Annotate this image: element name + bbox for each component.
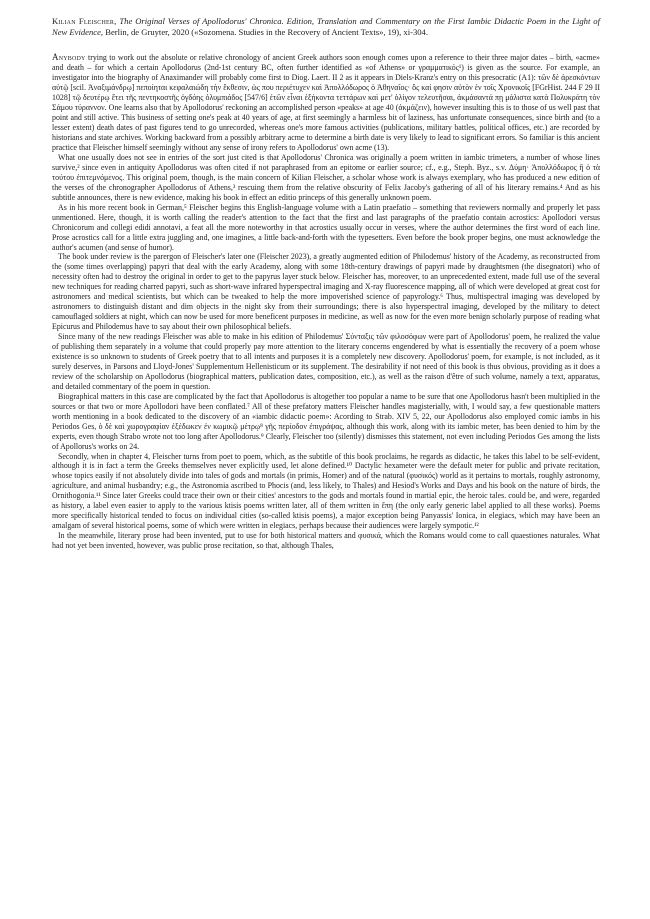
opening-word: Anybody [52,52,86,63]
paragraph-2: What one usually does not see in entries of the sort just cited is that Apollodorus' Chronica was originally a poem written in iambic trimeters, a number of whose lines survive,² since even in antiquity Apollodorus was often cited if not paraphrased from an epitome or earlier source; cf., e.g., Steph. Byz., s.v. Δύμη· Ἀπολλόδωρος ἢ ὁ τὰ τούτου ἐπιτεμνόμενος. This original poem, though, is the main concern of Kilian Fleischer, a scholar whose work is always exemplary, who has produced a new edition of the verses of the chronographer Apollodorus of Athens,³ rescuing them from the relative obscurity of Felix Jacoby's gathering of all of his literary remains.⁴ And as his subtitle announces, there is new evidence, making his book in effect an editio princeps of this generally unknown poem. [52,152,600,202]
review-header [52,16,600,38]
paragraph-7: Secondly, when in chapter 4, Fleischer turns from poet to poem, which, as the subtitle of this book proclaims, he regards as didactic, he takes this label to be self-evident, although it is in fact a term the Greeks themselves never explicitly used, let alone defined.¹⁰ Dactylic hexameter were the default meter for public and private recitation, whose topics easily if not absolutely divide into tales of gods and mortals (in primis, Homer) and of the natural (φυσικός) world as it pertains to mortals, roughly astronomy, agriculture, and animal husbandry; e.g., the Astronomia ascribed to Phocis (and, less likely, to Thales) and Hesiod's Works and Days and his book on the nature of birds, the Ornithogonia.¹¹ Since later Greeks could trace their own or their cities' ancestors to the gods and mortals found in martial epic, the heroic tales. could be, and were, regarded as history, a label even easier to apply to the various ktisis poems written later, all of them written in ἔπη (the only early generic label applied to all these works). Poems more specifically historical tended to focus on individual cities (so-called ktisis poems), a major exception being Panyassis' Ionica, in elegiacs, which may have been an amalgam of several historical poems, some of which were written in elegiacs, perhaps because their audiences were largely sympotic.¹² [52,451,600,531]
paragraph-1-text: trying to work out the absolute or relative chronology of ancient Greek authors soon enough comes upon a reference to their three major dates – birth, «acme» and death – for which a certain Apollodorus (2nd-1st century BC, often further identified as «of Athens» or γραμματικός¹) is given as the source. For example, an investigator into the biography of Anaximander will probably come first to Diog. Laert. II 2 as it appears in Diels-Kranz's entry on this presocratic (A1): τῶν δὲ ἀρεσκόντων αὐτῷ [scil. Ἀναξιμάνδρῳ] πεποίηται κεφαλαιώδη τὴν ἔκθεσιν, ὡς που περιέτυχεν καὶ Ἀπολλόδωρος ὁ Ἀθηναῖος· ὃς καί φησιν αὐτὸν ἐν τοῖς Χρονικοῖς [FGrHist. 244 F 29 II 1028] τῷ δευτέρῳ ἔτει τῆς πεντηκοστῆς ὀγδόης ὀλυμπιάδος [547/6] ἐτῶν εἶναι ἑξήκοντα τεττάρων καὶ μετ' ὀλίγον τελευτῆσαι, ἀκμάσαντά πῃ μάλιστα κατὰ Πολυκράτη τὸν Σάμου τύραννον. One learns also that by Apollodorus' reckoning an accomplished person «peaks» at age 40 (ἀκμάζειν), however insulting this is to those of us well past that point and still active. This business of setting one's peak at 40 years of age, at first seemingly a harmless bit of laziness, has unfortunate consequences, since birth and (to a lesser extent) death dates of past figures tend to go unrecorded, whereas one's more famous activities (publications, military battles, political offices, etc.) are recorded by historians and state archives. Working backward from a possibly arbitrary acme to determine a birth date is very likely to lead to significant errors. So familiar is this ancient practice that Fleischer himself seemingly without any sense of irony refers to Apollodorus' own acme (13). [52,53,600,152]
paragraph-6: Biographical matters in this case are complicated by the fact that Apollodorus is altogether too popular a name to be sure that one Apollodorus hasn't been multiplied in the sources or that two or more Apollodori have been conflated.⁷ All of these prefatory matters Fleischer handles magisterially, with, I would say, a few questionable matters worth mentioning in a book dedicated to the discovery of an «iambic didactic poem»: Acording to Strab. XIV 5, 22, our Apollodorus also employed comic iambs in his Periodos Ges, ὁ δὲ καὶ χωρογραφίαν ἐξέδωκεν ἐν κωμικῷ μέτρῳ⁸ γῆς περίοδον ἐπιγράψας, although this work, along with its iambic meter, has been denied to him by the experts, even though Strabo wrote not too long after Apollodorus.⁹ Clearly, Fleischer too (silently) dismisses this statement, not even including Periodos Ges among the lists of Apollorus's works on 24. [52,391,600,451]
paragraph-5: Since many of the new readings Fleischer was able to make in his edition of Philodemus' Σύνταξις τῶν φιλοσόφων were part of Apollodorus' poem, he realized the value of publishing them separately in a volume that could properly pay more attention to the literary concerns engendered by what is essentially the recovery of a poem whose existence is so unknown to students of Greek poetry that to all intents and purposes it is a completely new discovery. Apollodorus' poem, for example, is not included, as it surely deserves, in Parsons and Lloyd-Jones' Supplementum Hellenisticum or its supplement. The desirability if not need of this book is thus obvious, providing as it does a review of the scholarship on Apollodorus (biographical matters, publication dates, composition, etc.), as well as the raison d'être of such volume, namely a text, apparatus, and detailed commentary of the poem in question. [52,332,600,391]
paragraph-8: In the meanwhile, literary prose had been invented, put to use for both historical matters and φυσικά, which the Romans would come to call quaestiones naturales. What had not yet been invented, however, was public prose recitation, so that, although Thales, [52,531,600,551]
review-page [52,16,600,551]
review-body [52,53,600,551]
publication-details: Berlin, de Gruyter, 2020 («Sozomena. Studies in the Recovery of Ancient Texts», 19), xi-304. [105,27,429,38]
review-author: Kilian Fleischer, [52,16,117,26]
paragraph-3: As in his more recent book in German,⁵ Fleischer begins this English-language volume with a Latin praefatio – something that reviewers normally and properly let pass unmentioned. Here, though, it is worth calling the reader's attention to the fact that the first and last paragraphs of the praefatio contain acrostics: Apollodori versus Chronicorum and collegi edidi annotavi, a feat all the more noteworthy in that acrostics usually occur in verses, where the author determines the first word of each line. Prose acrostics call for a little extra juggling and, one imagines, a little back-and-forth with the typesetters. Even before the book proper begins, one must acknowledge the author's acumen (and sense of humor). [52,202,600,252]
book-title: The Original Verses of Apollodorus' Chronica. Edition, Translation and Commentary on the First Iambic Didactic Poem in the Light of New Evidence, [52,16,600,38]
paragraph-4: The book under review is the parergon of Fleischer's later one (Fleischer 2023), a greatly augmented edition of Philodemus' history of the Academy, as reconstructed from the (some times overlapping) papyri that deal with the early Academy, along with some 18th-century drawings of papyri made by draughtsmen (the disegnatori) who of necessity often had to destroy the original in order to get to the papyrus layer stuck below. Fleischer has, moreover, to an unprecedented extent, made full use of the several new techniques for reading charred papyri, such as short-wave infrared hyperspectral imaging and X-ray fluorescence mapping, all of which were developed at great cost for astronomers and medical scientists, but which can be tweaked to help the more impoverished science of papyrology.⁶ Thus, multispectral imaging was developed by astronomers to distinguish distant and dim objects in the night sky from their surroundings; there is also hyperspectral imaging, developed by the military to detect camouflaged soldiers at night, which can now be used for more beneficent purposes in medicine, as well as now for the even more benign scholarly purpose of reading what Epicurus and Philodemus have to say about their own philosophical beliefs. [52,252,600,332]
paragraph-1 [52,53,600,153]
